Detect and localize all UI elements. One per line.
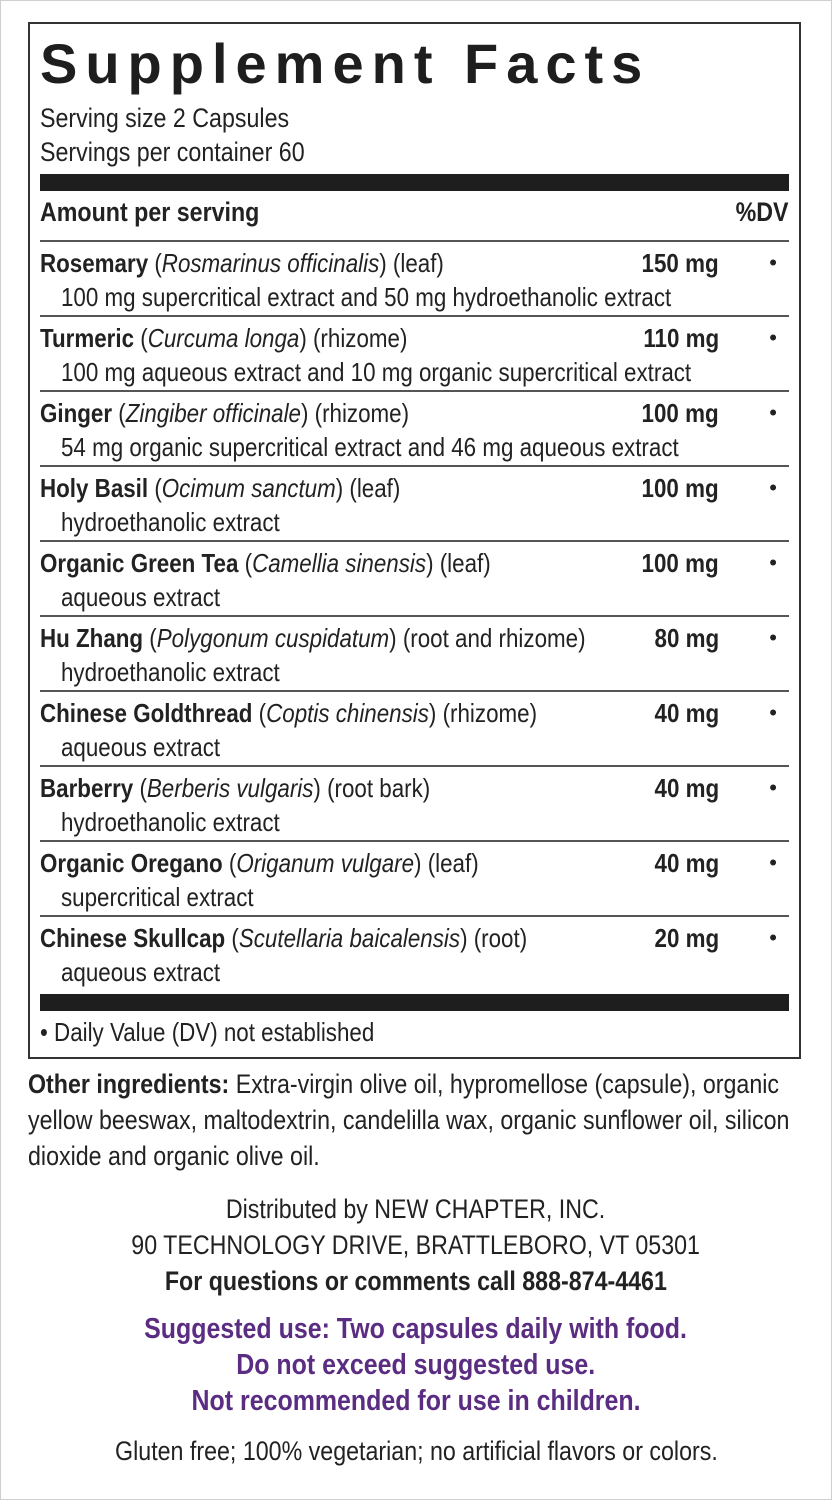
ingredient-amount: 100 mg bbox=[641, 548, 719, 578]
paren-open: ( bbox=[148, 473, 162, 503]
ingredient-row bbox=[40, 842, 789, 917]
paren-open: ( bbox=[133, 773, 147, 803]
ingredient-name: Organic Green Tea bbox=[40, 548, 239, 578]
ingredient-extract-detail: hydroethanolic extract bbox=[61, 507, 280, 537]
ingredient-latin-name: Zingiber officinale bbox=[125, 398, 301, 428]
other-ingredients bbox=[28, 1066, 802, 1174]
ingredient-title bbox=[40, 323, 407, 353]
ingredient-title bbox=[40, 473, 400, 503]
dv-bullet: • bbox=[769, 700, 777, 725]
ingredient-latin-name: Berberis vulgaris bbox=[146, 773, 314, 803]
serving-size: Serving size 2 Capsules bbox=[40, 103, 290, 133]
ingredient-plant-part: ) (root and rhizome) bbox=[389, 623, 586, 653]
servings-per-container: Servings per container 60 bbox=[40, 137, 305, 167]
supplement-facts-panel bbox=[28, 22, 801, 1059]
ingredient-plant-part: ) (leaf) bbox=[335, 473, 401, 503]
paren-open: ( bbox=[148, 248, 162, 278]
ingredient-extract-detail: aqueous extract bbox=[61, 582, 221, 612]
warning-line-2 bbox=[0, 1384, 832, 1418]
ingredient-amount: 40 mg bbox=[654, 773, 719, 803]
dv-bullet: • bbox=[769, 400, 777, 425]
ingredient-plant-part: ) (root bark) bbox=[313, 773, 431, 803]
ingredient-extract-detail: 54 mg organic supercritical extract and 46 mg aqueous extract bbox=[61, 432, 679, 462]
ingredient-amount: 100 mg bbox=[641, 473, 719, 503]
ingredient-plant-part: ) (root) bbox=[460, 923, 528, 953]
paren-open: ( bbox=[225, 923, 239, 953]
paren-open: ( bbox=[143, 623, 157, 653]
ingredient-row bbox=[40, 392, 789, 467]
ingredient-amount: 40 mg bbox=[654, 848, 719, 878]
ingredient-plant-part: ) (leaf) bbox=[414, 848, 479, 878]
ingredient-title bbox=[40, 848, 479, 878]
warning-line-1 bbox=[0, 1348, 832, 1382]
ingredient-title bbox=[40, 923, 527, 953]
ingredient-amount: 100 mg bbox=[641, 398, 719, 428]
dv-bullet: • bbox=[769, 925, 777, 950]
ingredient-plant-part: ) (leaf) bbox=[426, 548, 491, 578]
distributor-name: Distributed by NEW CHAPTER, INC. bbox=[226, 1194, 606, 1224]
ingredient-name: Turmeric bbox=[40, 323, 135, 353]
ingredient-name: Rosemary bbox=[40, 248, 149, 278]
ingredient-name: Ginger bbox=[40, 398, 113, 428]
ingredient-latin-name: Polygonum cuspidatum bbox=[156, 623, 390, 653]
thick-rule-top bbox=[40, 174, 789, 191]
claims-line bbox=[0, 1434, 832, 1468]
do-not-exceed-warning: Do not exceed suggested use. bbox=[236, 1349, 596, 1381]
ingredient-row bbox=[40, 917, 789, 992]
ingredient-amount: 40 mg bbox=[654, 698, 719, 728]
ingredient-name: Hu Zhang bbox=[40, 623, 144, 653]
contact-line bbox=[0, 1264, 832, 1298]
ingredient-extract-detail: aqueous extract bbox=[61, 732, 221, 762]
ingredient-extract-detail: 100 mg supercritical extract and 50 mg hydroethanolic extract bbox=[61, 282, 672, 312]
ingredient-latin-name: Rosmarinus officinalis bbox=[161, 248, 380, 278]
dv-footnote: • Daily Value (DV) not established bbox=[40, 1017, 375, 1047]
ingredient-plant-part: ) (leaf) bbox=[379, 248, 444, 278]
ingredient-name: Organic Oregano bbox=[40, 848, 223, 878]
children-warning: Not recommended for use in children. bbox=[191, 1385, 641, 1417]
amount-per-serving-header: Amount per serving bbox=[40, 197, 260, 227]
ingredient-row bbox=[40, 617, 789, 692]
ingredient-amount: 80 mg bbox=[654, 623, 719, 653]
paren-open: ( bbox=[112, 398, 126, 428]
dietary-claims: Gluten free; 100% vegetarian; no artificial flavors or colors. bbox=[114, 1436, 718, 1466]
ingredient-latin-name: Ocimum sanctum bbox=[161, 473, 336, 503]
address-line bbox=[0, 1228, 832, 1262]
ingredient-latin-name: Camellia sinensis bbox=[252, 548, 427, 578]
dv-bullet: • bbox=[769, 250, 777, 275]
ingredient-amount: 110 mg bbox=[643, 323, 719, 353]
ingredient-title bbox=[40, 698, 537, 728]
thick-rule-bottom bbox=[40, 994, 789, 1011]
ingredient-title bbox=[40, 773, 430, 803]
ingredient-extract-detail: hydroethanolic extract bbox=[61, 807, 280, 837]
dv-bullet: • bbox=[769, 325, 777, 350]
ingredient-row bbox=[40, 692, 789, 767]
ingredient-row bbox=[40, 542, 789, 617]
dv-bullet: • bbox=[769, 625, 777, 650]
suggested-use: Suggested use: Two capsules daily with food. bbox=[144, 1313, 688, 1345]
ingredient-title bbox=[40, 548, 491, 578]
ingredient-amount: 20 mg bbox=[654, 923, 719, 953]
ingredient-name: Barberry bbox=[40, 773, 134, 803]
contact-phone: For questions or comments call 888-874-4461 bbox=[164, 1266, 667, 1296]
ingredient-extract-detail: aqueous extract bbox=[61, 957, 221, 987]
dv-bullet: • bbox=[769, 475, 777, 500]
ingredient-latin-name: Coptis chinensis bbox=[266, 698, 429, 728]
ingredient-latin-name: Origanum vulgare bbox=[236, 848, 415, 878]
ingredient-extract-detail: hydroethanolic extract bbox=[61, 657, 280, 687]
distributor-address: 90 TECHNOLOGY DRIVE, BRATTLEBORO, VT 05301 bbox=[131, 1230, 701, 1260]
dv-bullet: • bbox=[769, 850, 777, 875]
other-ingredients-label: Other ingredients: bbox=[28, 1069, 230, 1099]
suggested-use-line bbox=[0, 1312, 832, 1346]
ingredient-extract-detail: 100 mg aqueous extract and 10 mg organic supercritical extract bbox=[61, 357, 692, 387]
dv-header: %DV bbox=[736, 197, 789, 227]
ingredient-row bbox=[40, 467, 789, 542]
ingredient-row bbox=[40, 317, 789, 392]
ingredient-plant-part: ) (rhizome) bbox=[300, 398, 410, 428]
paren-open: ( bbox=[238, 548, 253, 578]
paren-open: ( bbox=[134, 323, 148, 353]
paren-open: ( bbox=[252, 698, 267, 728]
dv-bullet: • bbox=[769, 550, 777, 575]
ingredient-extract-detail: supercritical extract bbox=[61, 882, 254, 912]
dv-bullet: • bbox=[769, 775, 777, 800]
other-ingredients-text: Extra-virgin olive oil, hypromellose (capsule), organic yellow beeswax, maltodextrin, candelilla wax, organic sunflower oil, silicon dioxide and organic olive oil. bbox=[28, 1069, 790, 1171]
ingredient-latin-name: Curcuma longa bbox=[147, 323, 300, 353]
panel-title: Supplement Facts bbox=[40, 32, 651, 95]
ingredient-plant-part: ) (rhizome) bbox=[428, 698, 538, 728]
paren-open: ( bbox=[222, 848, 237, 878]
ingredient-amount: 150 mg bbox=[641, 248, 719, 278]
ingredient-latin-name: Scutellaria baicalensis bbox=[238, 923, 461, 953]
ingredient-title bbox=[40, 398, 409, 428]
ingredient-plant-part: ) (rhizome) bbox=[299, 323, 408, 353]
ingredient-title bbox=[40, 248, 444, 278]
ingredient-row bbox=[40, 242, 789, 317]
ingredient-row bbox=[40, 767, 789, 842]
ingredient-name: Holy Basil bbox=[40, 473, 149, 503]
distributor-line bbox=[0, 1192, 832, 1226]
ingredient-name: Chinese Goldthread bbox=[40, 698, 253, 728]
ingredient-name: Chinese Skullcap bbox=[40, 923, 226, 953]
ingredient-title bbox=[40, 623, 586, 653]
